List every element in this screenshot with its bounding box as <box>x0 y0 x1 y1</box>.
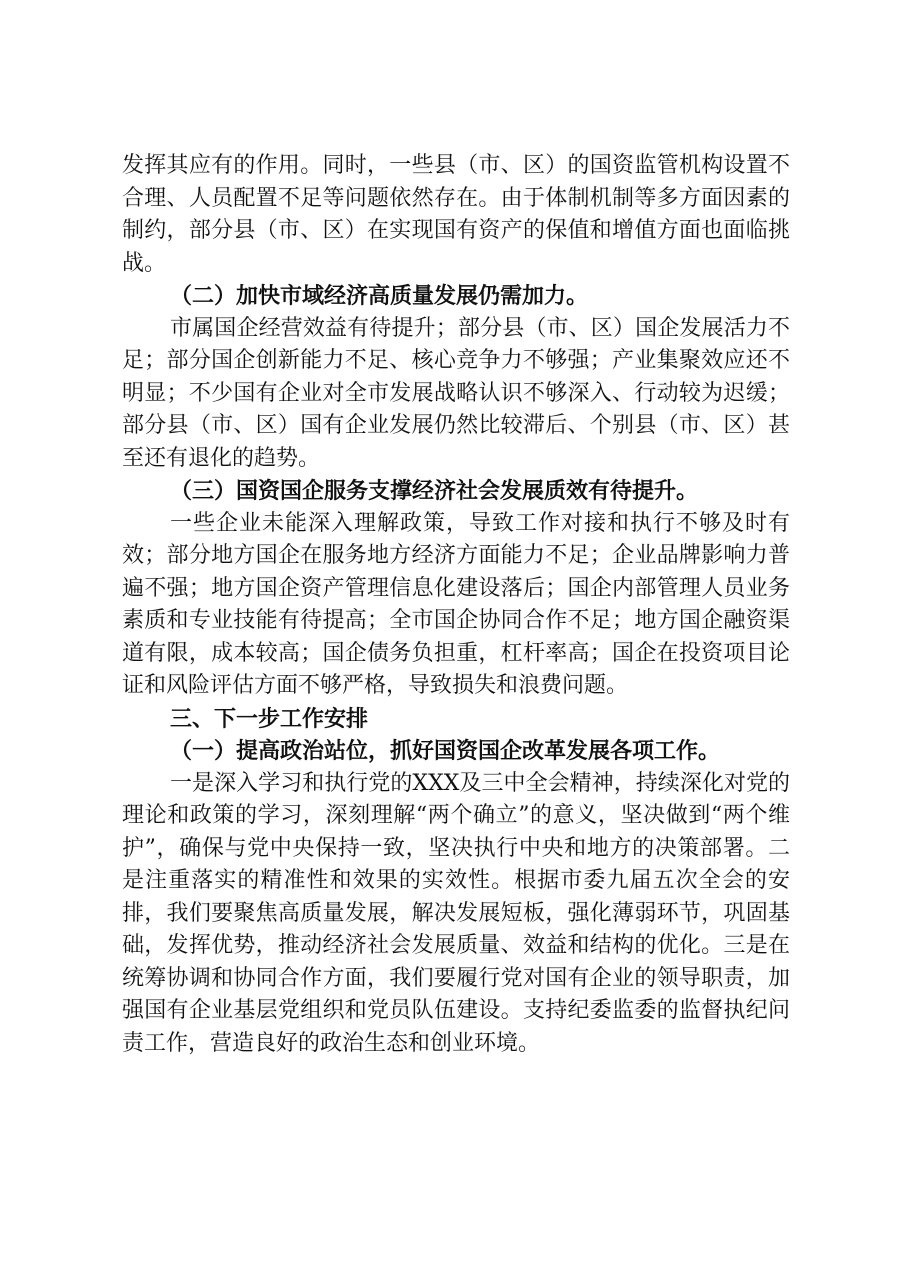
section-subheading: （二）加快市域经济高质量发展仍需加力。 <box>170 283 589 309</box>
body-paragraph: 发挥其应有的作用。同时，一些县（市、区）的国资监管机构设置不合理、人员配置不足等问题依然存在。由于体制机制等多方面因素的制约，部分县（市、区）在实现国有资产的保值和增值方面也面临挑战。 <box>122 153 790 276</box>
body-paragraph: 一是深入学习和执行党的XXX及三中全会精神，持续深化对党的理论和政策的学习，深刻理解“两个确立”的意义，坚决做到“两个维护”，确保与党中央保持一致，坚决执行中央和地方的决策部署。二是注重落实的精准性和效果的实效性。根据市委九届五次全会的安排，我们要聚焦高质量发展，解决发展短板，强化薄弱环节，巩固基础，发挥优势，推动经济社会发展质量、效益和结构的优化。三是在统筹协调和协同合作方面，我们要履行党对国有企业的领导职责，加强国有企业基层党组织和党员队伍建设。支持纪委监委的监督执纪问责工作，营造良好的政治生态和创业环境。 <box>122 770 790 1056</box>
document-body <box>122 150 790 1060</box>
body-paragraph: 市属国企经营效益有待提升；部分县（市、区）国企发展活力不足；部分国企创新能力不足、核心竞争力不够强；产业集聚效应还不明显；不少国有企业对全市发展战略认识不够深入、行动较为迟缓；部分县（市、区）国有企业发展仍然比较滞后、个别县（市、区）甚至还有退化的趋势。 <box>122 315 790 471</box>
body-paragraph: 一些企业未能深入理解政策，导致工作对接和执行不够及时有效；部分地方国企在服务地方经济方面能力不足；企业品牌影响力普遍不强；地方国企资产管理信息化建设落后；国企内部管理人员业务素质和专业技能有待提高；全市国企协同合作不足；地方国企融资渠道有限，成本较高；国企债务负担重，杠杆率高；国企在投资项目论证和风险评估方面不够严格，导致损失和浪费问题。 <box>122 510 790 698</box>
section-subheading: （一）提高政治站位，抓好国资国企改革发展各项工作。 <box>170 738 721 764</box>
section-subheading: （三）国资国企服务支撑经济社会发展质效有待提升。 <box>170 478 699 504</box>
section-heading: 三、下一步工作安排 <box>170 705 369 732</box>
